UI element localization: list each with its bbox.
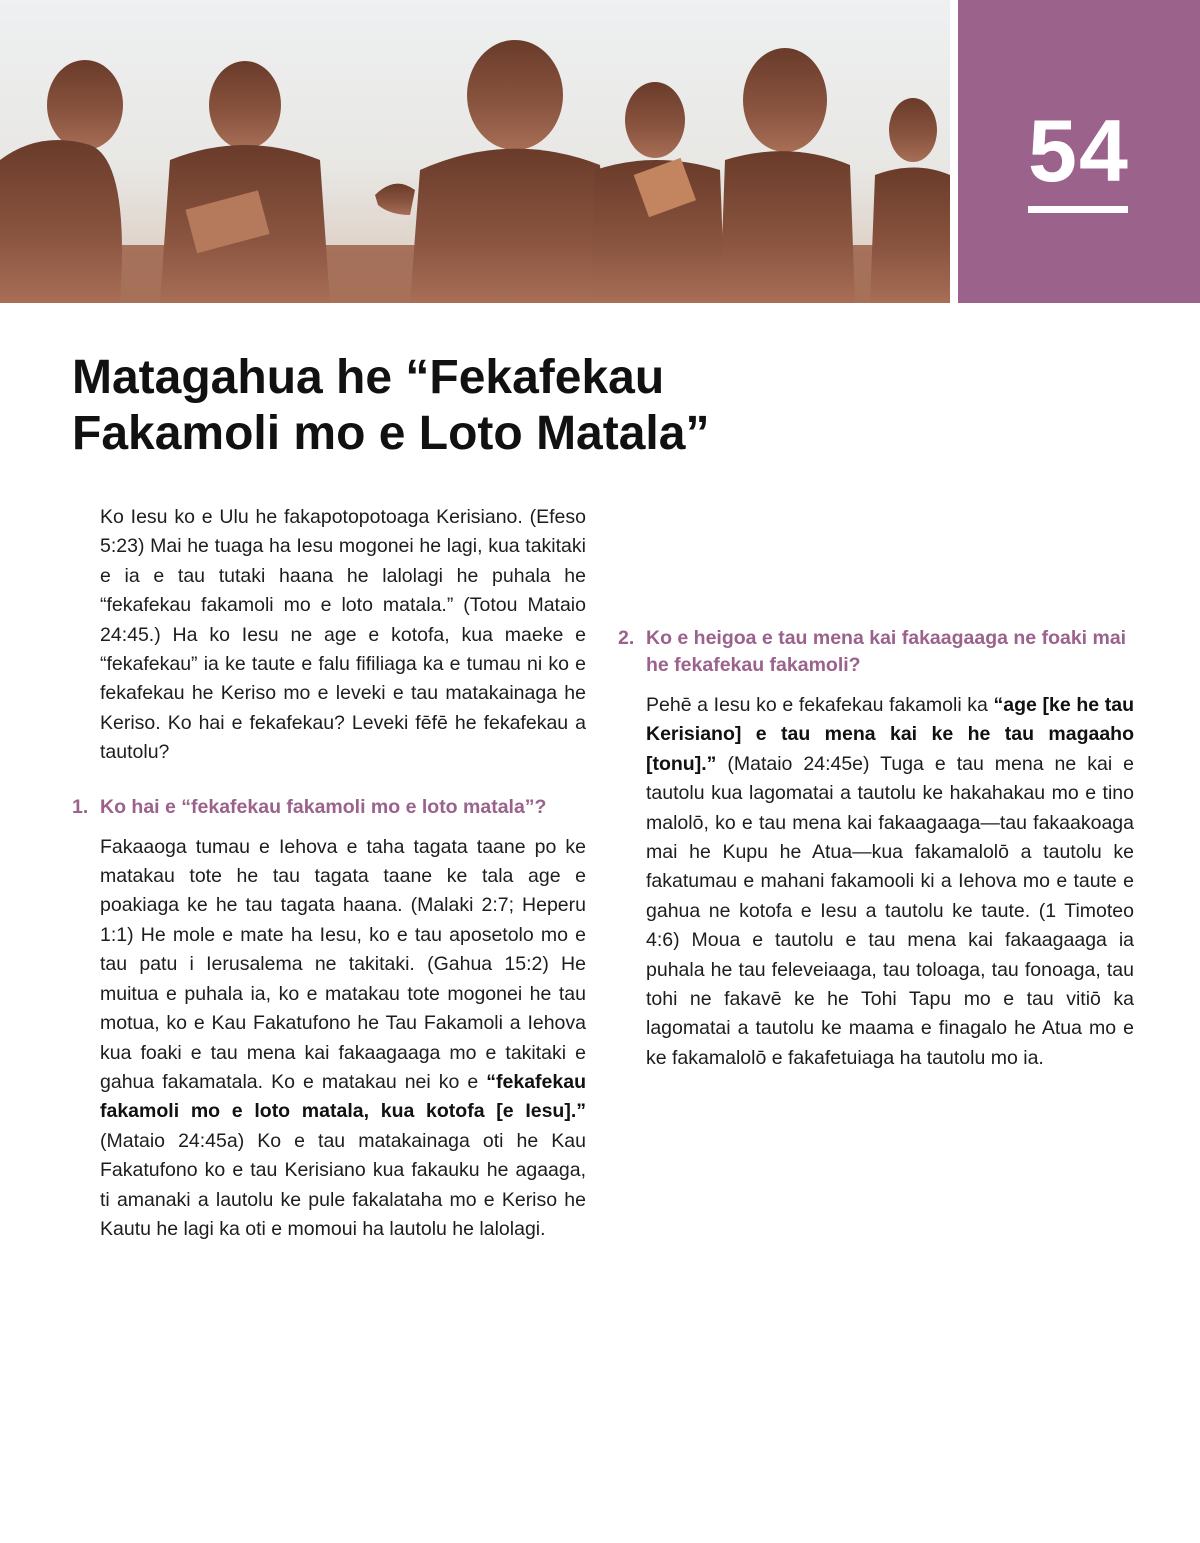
right-column-spacer <box>646 503 1134 603</box>
section-1-text-b: (Mataio 24:45a) Ko e tau matakainaga oti he Kau Fakatufono ko e tau Kerisiano kua fakauku he agaaga, ti amanaki a lautolu ke pule fakalataha mo e Keriso he Kautu he lagi ka oti e momoui ha lautolu he lalolagi. <box>100 1129 586 1240</box>
lesson-number-box <box>958 0 1200 303</box>
right-column <box>618 503 1134 1073</box>
header-illustration <box>0 0 950 303</box>
section-2-bold-quote: “age [ke he tau Kerisiano] e tau mena kai ke he tau magaaho [tonu].” <box>646 694 1134 775</box>
title-line-2: Fakamoli mo e Loto Matala” <box>72 407 710 460</box>
section-1-bold-quote: “fekafekau fakamoli mo e loto matala, kua kotofa [e Iesu].” <box>100 1070 586 1123</box>
lesson-number-underline <box>1028 206 1128 213</box>
lesson-number: 54 <box>1028 101 1130 200</box>
question-2-heading <box>618 625 1134 679</box>
section-2-paragraph <box>646 691 1134 1073</box>
page-title <box>72 350 892 462</box>
title-line-1: Matagahua he “Fekafekau <box>72 351 665 404</box>
question-1-number: 1. <box>72 795 89 818</box>
section-2-text-b: (Mataio 24:45e) Tuga e tau mena ne kai e tautolu kua lagomatai a tautolu ke hakahakau mo e tino malolō, ko e tau mena kai fakaagaaga—tau fakaakoaga mai he Kupu he Atua—kua fakamalolō a tautolu ke fakatumau e mahani fakamooli ki a Iehova mo e taute e gahua ne kotofa e Iesu a tautolu ke taute. (1 Timoteo 4:6) Moua e tautolu e tau mena kai fakaagaaga ia puhala he tau feleveiaaga, tau toloaga, tau fonoaga, tau tohi ne fakavē ke he Tohi Tapu mo e tau vitiō ka lagomatai a tautolu ke maama e finagalo he Atua mo e ke fakamalolō e fakafetuiaga ha tautolu mo ia. <box>646 752 1134 1069</box>
section-2-text-a: Pehē a Iesu ko e fekafekau fakamoli ka <box>646 694 994 716</box>
intro-paragraph: Ko Iesu ko e Ulu he fakapotopotoaga Kerisiano. (Efeso 5:23) Mai he tuaga ha Iesu mogonei he lagi, kua takitaki e ia e tau tutaki haana he lalolagi he puhala he “fekafekau fakamoli mo e loto matala.” (Totou Mataio 24:45.) Ha ko Iesu ne age e kotofa, kua maeke e “fekafekau” ia ke taute e falu fifiliaga ka e tumau ni ko e fekafekau he Keriso mo e leveki e tau matakainaga he Keriso. Ko hai e fekafekau? Leveki fēfē he fekafekau a tautolu? <box>100 506 586 764</box>
question-2-number: 2. <box>618 627 635 649</box>
section-1-text-a: Fakaaoga tumau e Iehova e taha tagata taane po ke matakau tote he tau tagata taane ke tala age e poakiaga ke he tau tagata haana. (Malaki 2:7; Heperu 1:1) He mole e mate ha Iesu, ko e tau aposetolo mo e tau patu i Ierusalema ne takitaki. (Gahua 15:2) He muitua e puhala ia, ko e matakau tote mogonei he tau motua, ko e Kau Fakatufono he Tau Fakamoli a Iehova kua foaki e tau mena kai fakaagaaga mo e takitaki e gahua fakamatala. Ko e matakau nei ko e <box>100 835 586 1093</box>
question-2-text: Ko e heigoa e tau mena kai fakaagaaga ne foaki mai he fekafekau fakamoli? <box>646 627 1127 676</box>
question-1-text: Ko hai e “fekafekau fakamoli mo e loto matala”? <box>100 795 547 818</box>
question-1-heading <box>72 794 586 821</box>
meeting-silhouette-image <box>0 0 950 303</box>
left-column <box>72 503 586 1244</box>
section-1-paragraph <box>100 833 586 1245</box>
